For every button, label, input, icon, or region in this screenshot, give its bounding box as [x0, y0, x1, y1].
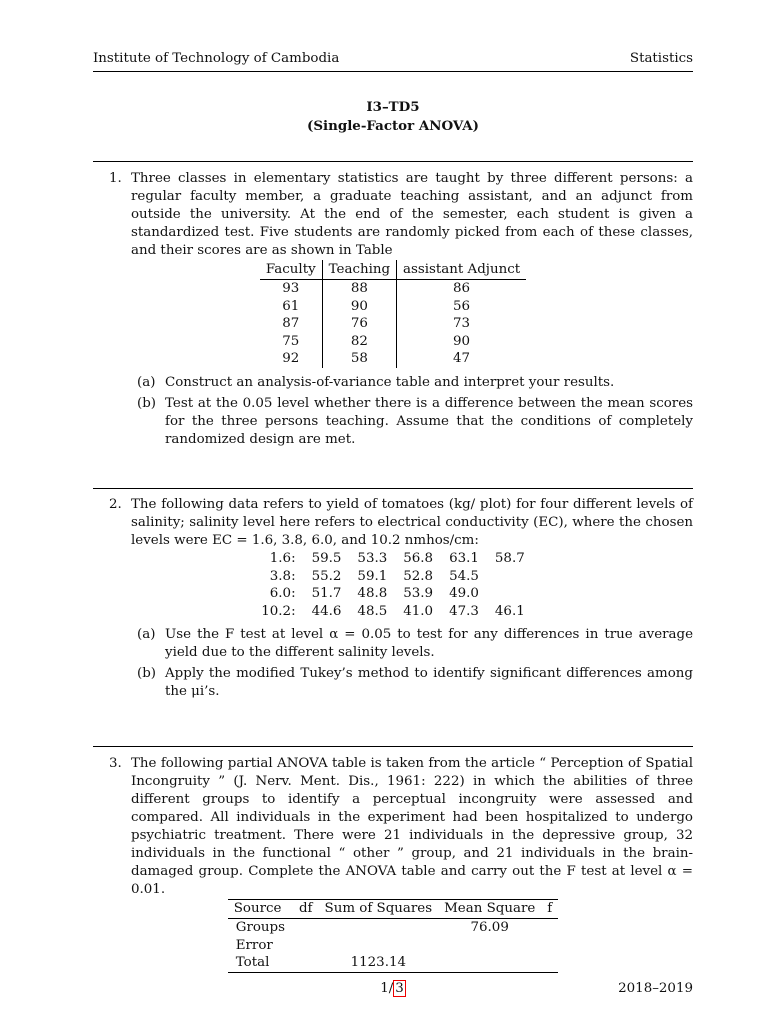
table-cell: 87: [260, 315, 322, 333]
table-cell: 44.6: [311, 603, 342, 619]
table-cell: 1123.14: [350, 955, 406, 970]
part-a: [131, 374, 693, 392]
table-row: [228, 954, 559, 972]
problem-text: The following partial ANOVA table is taken from the article “ Perception of Spatial Incongruity ” (J. Nerv. Ment. Dis., 1961: 222) in which the abilities of three different groups to identify a perceptual incongruity were assessed and compared. All individuals in the experiment had been hospitalized to undergo psychiatric treatment. There were 21 individuals in the depressive group, 32 individuals in the functional “ other ” group, and 21 individuals in the brain-damaged group. Complete the ANOVA table and carry out the F test at level α = 0.01.: [131, 756, 693, 897]
part-label: (a): [137, 627, 156, 642]
col-sum-of-squares: Sum of Squares: [319, 900, 439, 919]
table-row: [228, 937, 559, 955]
problem-parts: [131, 374, 693, 449]
page-header: [93, 50, 693, 70]
table-cell: 55.2: [311, 568, 342, 584]
table-cell: 56: [453, 298, 471, 314]
table-cell: [319, 919, 439, 937]
salinity-level: 6.0:: [269, 586, 296, 601]
institution-name: Institute of Technology of Cambodia: [93, 51, 340, 66]
table-cell: [541, 954, 558, 972]
table-cell: 47.3: [449, 603, 479, 619]
salinity-level: 1.6:: [269, 551, 296, 566]
table-cell: 90: [453, 333, 471, 349]
table-cell: 54.5: [449, 568, 479, 584]
table-cell: 51.7: [311, 586, 342, 601]
col-teaching: Teaching: [322, 260, 396, 280]
part-text: Construct an analysis-of-variance table and interpret your results.: [165, 374, 615, 390]
table-row: [253, 585, 532, 603]
table-cell: [541, 919, 558, 937]
table-cell: [293, 954, 319, 972]
page-total-link[interactable]: 3: [395, 981, 404, 996]
problem-number: 1.: [109, 171, 122, 186]
subject-name: Statistics: [629, 51, 693, 66]
table-cell: 48.5: [357, 603, 388, 619]
part-label: (a): [137, 374, 156, 390]
table-cell: 53.9: [403, 586, 434, 601]
table-cell: 47: [453, 351, 471, 366]
table-cell: 61: [260, 298, 322, 316]
title-code: I3–TD5: [366, 99, 420, 115]
problem-parts: [131, 626, 693, 701]
table-header-row: [228, 900, 559, 919]
table-cell: [293, 919, 319, 937]
col-faculty: Faculty: [260, 260, 322, 280]
scores-table: [260, 260, 526, 368]
problem-text: Three classes in elementary statistics are taught by three different persons: a regular faculty member, a graduate teaching assistant, and an adjunct from outside the university. At the end of the semester, each student is given a standardized test. Five students are randomly picked from each of these classes, and their scores are as shown in Table: [131, 171, 693, 258]
table-row: [260, 315, 526, 333]
part-label: (b): [137, 666, 157, 681]
part-b: [131, 665, 693, 701]
table-cell: 59.1: [357, 568, 388, 584]
col-f: f: [541, 900, 558, 919]
table-cell: 49.0: [449, 586, 479, 601]
divider-1: [93, 161, 693, 162]
table-cell: 48.8: [357, 586, 388, 601]
salinity-level: 3.8:: [269, 568, 296, 584]
table-row: [260, 298, 526, 316]
table-row: [253, 568, 532, 586]
table-cell: Groups: [235, 920, 285, 935]
yield-table: [253, 550, 532, 620]
table-cell: 46.1: [494, 603, 525, 619]
part-text: Apply the modified Tukey’s method to identify significant differences among the μi’s.: [165, 666, 693, 699]
part-label: (b): [137, 395, 157, 411]
table-row: [253, 603, 532, 621]
problem-1: [93, 170, 693, 452]
table-cell: [319, 937, 439, 955]
page-current: 1/: [380, 981, 394, 996]
table-header-row: [260, 260, 526, 280]
problem-number: 3.: [109, 756, 122, 771]
table-cell: [293, 937, 319, 955]
part-a: [131, 626, 693, 662]
divider-2: [93, 488, 693, 489]
table-cell: 52.8: [403, 568, 434, 584]
table-cell: 76.09: [470, 920, 509, 935]
table-cell: [487, 585, 533, 603]
table-cell: Total: [235, 955, 270, 970]
document-title: [93, 98, 693, 136]
problem-3: [93, 755, 693, 973]
table-cell: 86: [453, 281, 471, 296]
table-cell: [438, 954, 541, 972]
table-cell: [541, 937, 558, 955]
table-cell: 58.7: [494, 551, 525, 566]
col-source: Source: [228, 900, 293, 919]
problem-2: [93, 496, 693, 704]
table-cell: 90: [322, 298, 396, 316]
title-topic: (Single-Factor ANOVA): [307, 118, 479, 134]
table-cell: 41.0: [403, 603, 434, 619]
salinity-level: 10.2:: [261, 603, 296, 619]
table-cell: 63.1: [449, 551, 479, 566]
table-cell: 73: [453, 316, 471, 331]
col-mean-square: Mean Square: [438, 900, 541, 919]
table-cell: 76: [322, 315, 396, 333]
table-cell: 58: [322, 350, 396, 368]
table-cell: 53.3: [357, 551, 388, 566]
table-row: [260, 280, 526, 298]
col-df: df: [293, 900, 319, 919]
anova-table: [228, 899, 559, 973]
table-cell: 75: [260, 333, 322, 351]
table-cell: 92: [260, 350, 322, 368]
table-cell: 56.8: [403, 551, 434, 566]
table-row: [260, 333, 526, 351]
problem-number: 2.: [109, 497, 122, 512]
header-divider: [93, 71, 693, 72]
table-row: [228, 919, 559, 937]
table-cell: [487, 568, 533, 586]
table-cell: 82: [322, 333, 396, 351]
problem-text: The following data refers to yield of tomatoes (kg/ plot) for four different levels of salinity; salinity level here refers to electrical conductivity (EC), where the chosen levels were EC = 1.6, 3.8, 6.0, and 10.2 nmhos/cm:: [131, 497, 693, 548]
part-text: Test at the 0.05 level whether there is a difference between the mean scores for the three persons teaching. Assume that the conditions of completely randomized design are met.: [165, 395, 693, 447]
table-cell: [438, 937, 541, 955]
table-cell: Error: [235, 937, 273, 953]
page-number: [93, 980, 693, 998]
table-cell: 88: [322, 280, 396, 298]
table-cell: 93: [260, 280, 322, 298]
academic-year: 2018–2019: [618, 981, 693, 996]
part-b: [131, 395, 693, 449]
divider-3: [93, 746, 693, 747]
col-assistant-adjunct: assistant Adjunct: [397, 260, 527, 280]
table-row: [260, 350, 526, 368]
part-text: Use the F test at level α = 0.05 to test for any differences in true average yield due to the different salinity levels.: [165, 627, 693, 660]
page-footer: [93, 980, 693, 1000]
table-cell: 59.5: [311, 551, 342, 566]
table-row: [253, 550, 532, 568]
